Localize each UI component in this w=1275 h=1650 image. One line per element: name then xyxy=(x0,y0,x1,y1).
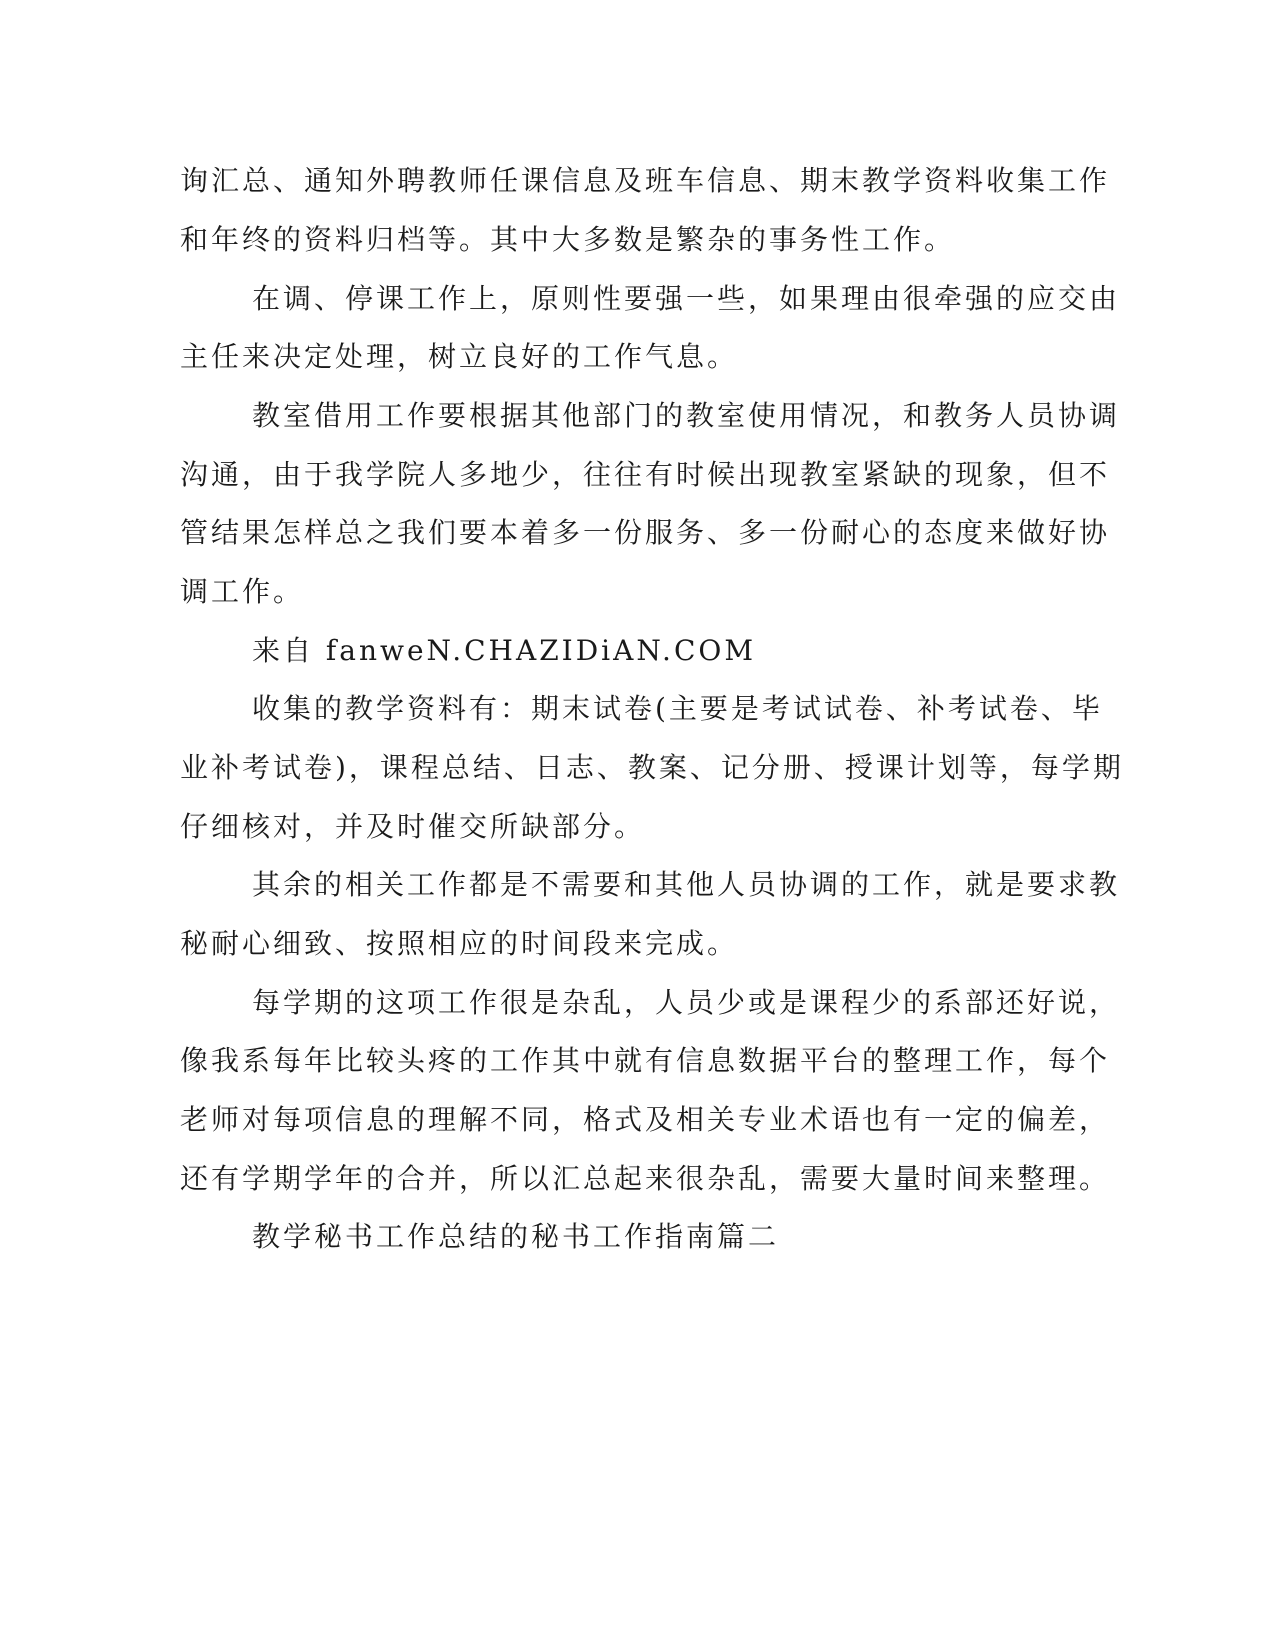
section-heading: 教学秘书工作总结的秘书工作指南篇二 xyxy=(252,1220,780,1253)
text-line: 调工作。 xyxy=(180,575,305,608)
text-line: 询汇总、通知外聘教师任课信息及班车信息、期末教学资料收集工作 xyxy=(180,164,1111,197)
text-line: 在调、停课工作上，原则性要强一些，如果理由很牵强的应交由 xyxy=(252,282,1121,315)
text-line: 管结果怎样总之我们要本着多一份服务、多一份耐心的态度来做好协 xyxy=(180,516,1111,549)
text-line: 像我系每年比较头疼的工作其中就有信息数据平台的整理工作，每个 xyxy=(180,1044,1111,1077)
text-line: 和年终的资料归档等。其中大多数是繁杂的事务性工作。 xyxy=(180,223,956,256)
text-line: 秘耐心细致、按照相应的时间段来完成。 xyxy=(180,927,739,960)
text-line: 仔细核对，并及时催交所缺部分。 xyxy=(180,810,646,843)
text-line: 老师对每项信息的理解不同，格式及相关专业术语也有一定的偏差， xyxy=(180,1103,1111,1136)
text-line: 其余的相关工作都是不需要和其他人员协调的工作，就是要求教 xyxy=(252,868,1121,901)
source-line: 来自 fanweN.CHAZIDiAN.COM xyxy=(252,634,756,667)
text-line: 每学期的这项工作很是杂乱，人员少或是课程少的系部还好说， xyxy=(252,986,1121,1019)
text-line: 业补考试卷)，课程总结、日志、教案、记分册、授课计划等，每学期 xyxy=(180,751,1124,784)
text-line: 还有学期学年的合并，所以汇总起来很杂乱，需要大量时间来整理。 xyxy=(180,1162,1111,1195)
text-line: 沟通，由于我学院人多地少，往往有时候出现教室紧缺的现象，但不 xyxy=(180,458,1111,491)
text-line: 主任来决定处理，树立良好的工作气息。 xyxy=(180,340,739,373)
text-line: 教室借用工作要根据其他部门的教室使用情况，和教务人员协调 xyxy=(252,399,1121,432)
text-line: 收集的教学资料有：期末试卷(主要是考试试卷、补考试卷、毕 xyxy=(252,692,1103,725)
